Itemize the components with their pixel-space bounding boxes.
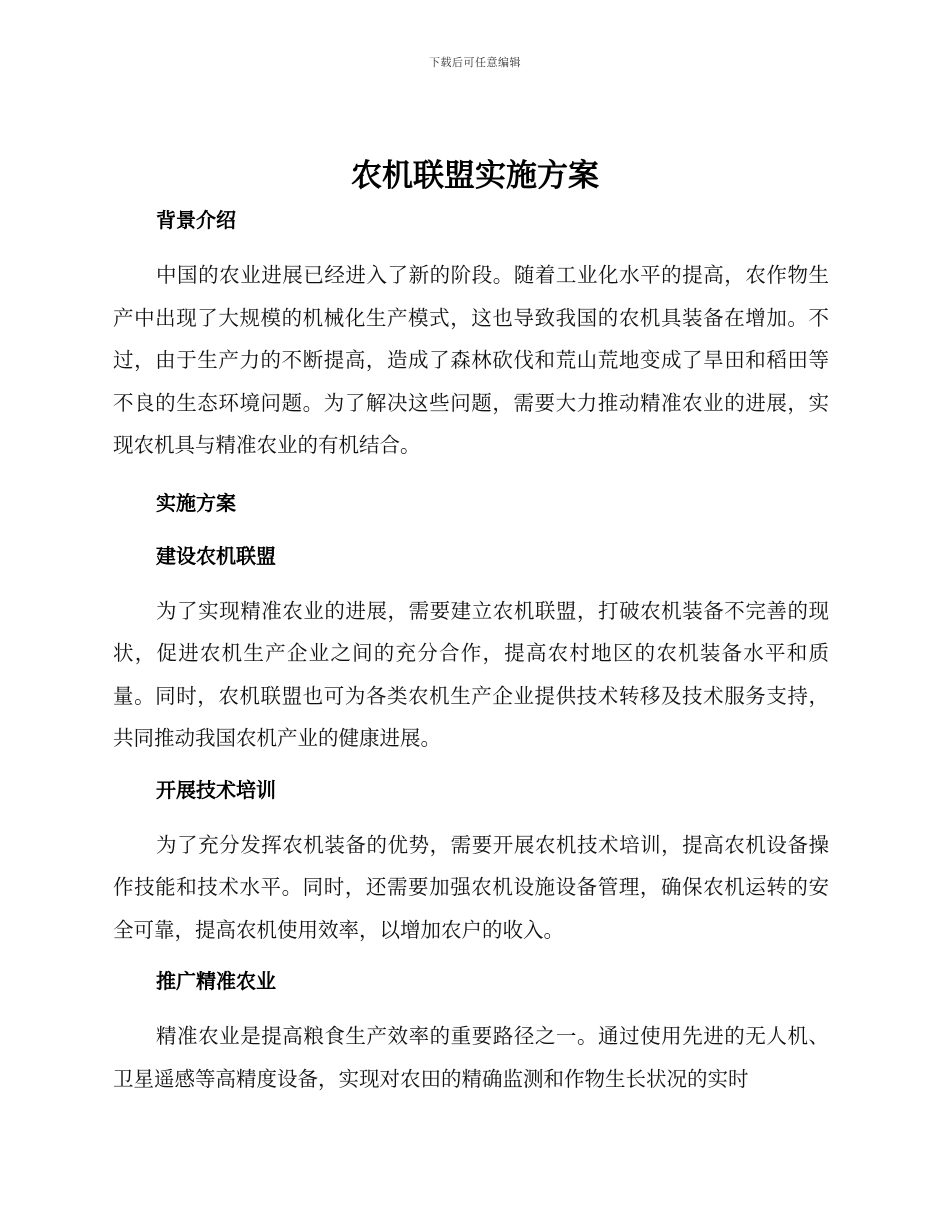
paragraph-precision: 精准农业是提高粮食生产效率的重要路径之一。通过使用先进的无人机、卫星遥感等高精度设备，实现对农田的精确监测和作物生长状况的实时 [113, 1024, 829, 1091]
running-header: 下载后可任意编辑 [429, 56, 521, 69]
section-heading-plan: 实施方案 [156, 490, 236, 515]
paragraph-alliance: 为了实现精准农业的进展，需要建立农机联盟，打破农机装备不完善的现状，促进农机生产企业之间的充分合作，提高农村地区的农机装备水平和质量。同时，农机联盟也可为各类农机生产企业提供技术转移及技术服务支持，共同推动我国农机产业的健康进展。 [113, 598, 829, 750]
section-heading-precision: 推广精准农业 [156, 969, 276, 993]
document-title: 农机联盟实施方案 [351, 158, 599, 194]
section-heading-training: 开展技术培训 [156, 777, 276, 802]
document-body [113, 203, 829, 1100]
paragraph-training: 为了充分发挥农机装备的优势，需要开展农机技术培训，提高农机设备操作技能和技术水平。同时，还需要加强农机设施设备管理，确保农机运转的安全可靠，提高农机使用效率，以增加农户的收入。 [113, 832, 829, 942]
section-heading-background: 背景介绍 [156, 208, 236, 232]
paragraph-background: 中国的农业进展已经进入了新的阶段。随着工业化水平的提高，农作物生产中出现了大规模的机械化生产模式，这也导致我国的农机具装备在增加。不过，由于生产力的不断提高，造成了森林砍伐和荒山荒地变成了旱田和稻田等不良的生态环境问题。为了解决这些问题，需要大力推动精准农业的进展，实现农机具与精准农业的有机结合。 [113, 263, 829, 457]
section-heading-alliance: 建设农机联盟 [156, 543, 276, 568]
